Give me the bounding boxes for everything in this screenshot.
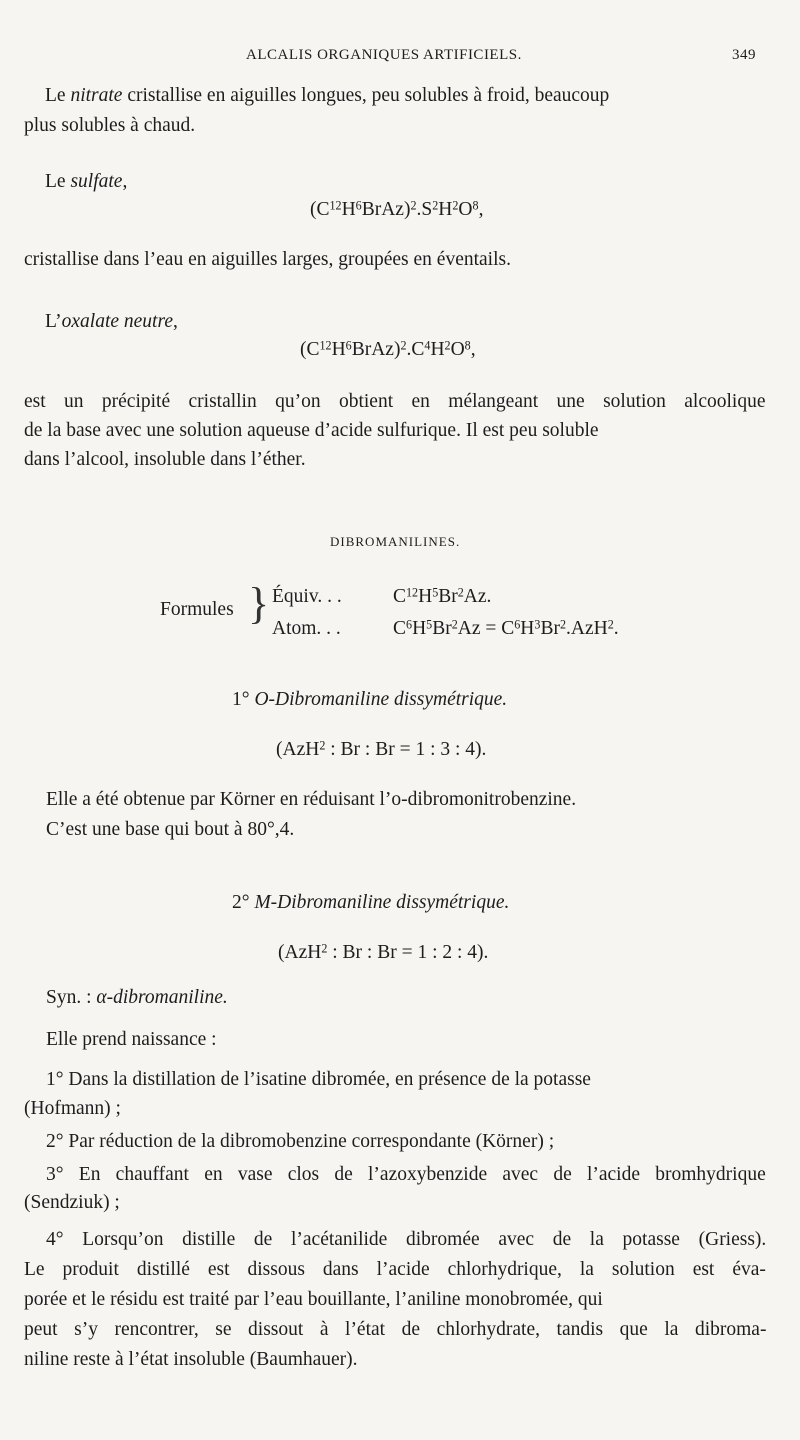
mdib-item-4-line-3: porée et le résidu est traité par l’eau bouillante, l’aniline monobromée, qui [24,1289,603,1310]
mdib-item-4-line-5: niline reste à l’état insoluble (Baumhauer). [24,1349,358,1370]
oxalate-line-3: dans l’alcool, insoluble dans l’éther. [24,449,306,470]
odib-line-2: C’est une base qui bout à 80°,4. [46,819,295,840]
mdib-positions: (AzH$^2$ : Br : Br = 1 : 2 : 4). [278,941,489,963]
mdib-item-2: 2° Par réduction de la dibromobenzine correspondante (Körner) ; [46,1131,555,1152]
sulfate-formula: $(C^{12}H^6BrAz)^2.S^2H^2O^8$, [310,198,484,220]
mdib-synonym: Syn. : α-dibromaniline. [46,987,228,1008]
nitrate-line-1: Le nitrate cristallise en aiguilles longues, peu solubles à froid, beaucoup [45,85,610,106]
mdib-item-1-line-1: 1° Dans la distillation de l’isatine dibromée, en présence de la potasse [46,1069,591,1090]
nitrate-line-2: plus solubles à chaud. [24,115,196,136]
odib-heading: 1° O-Dibromaniline dissymétrique. [232,689,508,710]
oxalate-line-1: est un précipité cristallin qu’on obtient en mélangeant une solution alcoolique [24,391,766,412]
oxalate-line-2: de la base avec une solution aqueuse d’acide sulfurique. Il est peu soluble [24,420,599,441]
mdib-naissance: Elle prend naissance : [46,1029,217,1050]
sulfate-intro: Le sulfate, [45,171,128,192]
odib-positions: (AzH$^2$ : Br : Br = 1 : 3 : 4). [276,738,487,760]
sulfate-text: cristallise dans l’eau en aiguilles larges, groupées en éventails. [24,249,511,270]
section-title: DIBROMANILINES. [330,534,461,549]
mdib-item-3-line-1: 3° En chauffant en vase clos de l’azoxybenzide avec de l’acide bromhydrique [46,1164,766,1185]
mdib-item-3-line-2: (Sendziuk) ; [24,1192,120,1213]
oxalate-intro: L’oxalate neutre, [45,311,178,332]
mdib-item-4-line-4: peut s’y rencontrer, se dissout à l’état de chlorhydrate, tandis que la dibroma- [24,1319,767,1340]
formula-atom-label: Atom. . . [272,618,341,639]
running-header: ALCALIS ORGANIQUES ARTIFICIELS. [246,47,522,63]
mdib-item-4-line-2: Le produit distillé est dissous dans l’acide chlorhydrique, la solution est éva- [24,1259,766,1280]
formula-equiv: $C^{12}H^5Br^2Az$. [393,585,492,607]
formules-label: Formules [160,599,234,620]
formula-equiv-label: Équiv. . . [272,586,342,607]
odib-line-1: Elle a été obtenue par Körner en réduisant l’o-dibromonitrobenzine. [46,789,577,810]
page-number: 349 [732,47,756,63]
mdib-heading: 2° M-Dibromaniline dissymétrique. [232,892,510,913]
oxalate-formula: $(C^{12}H^6BrAz)^2.C^4H^2O^8$, [300,338,476,360]
formula-atom: $C^6H^5Br^2Az = C^6H^3Br^2.AzH^2$. [393,617,619,639]
formules-brace: } [248,579,270,628]
mdib-item-1-line-2: (Hofmann) ; [24,1098,121,1119]
mdib-item-4-line-1: 4° Lorsqu’on distille de l’acétanilide dibromée avec de la potasse (Griess). [46,1229,767,1250]
